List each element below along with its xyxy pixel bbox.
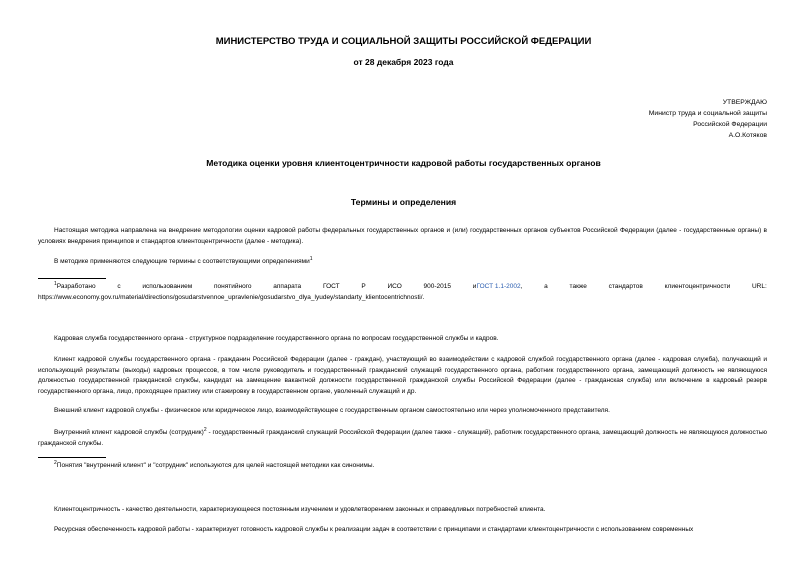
footnote-divider xyxy=(38,457,106,458)
paragraph-hr-client: Клиент кадровой службы государственного органа - гражданин Российской Федерации (далее - граждан), участвующий во взаимодействии с кадровой службой государственного органа (далее - кадровая служба), получающий и использующий результаты (выходы) кадровых процессов, в том числе руководитель и государственный гражданский служащий государственного органа, работник государственного органа, замещающий должность не являющуюся должностью государственной гражданской службы, кандидат на замещение вакантной должности государственной гражданской службы Российской Федерации (далее - гражданская служба) или включение в кадровый резерв государственного органа, лицо, проходящее практику или стажировку в государственном органе, уволенный служащий и др. xyxy=(38,356,767,395)
footnote-1-word: с xyxy=(117,283,121,290)
footnote-1-word: ГОСТ xyxy=(322,283,340,290)
paragraph-hr-service: Кадровая служба государственного органа - структурное подразделение государственного органа по вопросам государственной службы и кадров. xyxy=(54,335,499,342)
paragraph-resource-provision: Ресурсная обеспеченность кадровой работы - характеризует готовность кадровой службы к реализации задач в соответствии с принципами и стандартами клиентоцентричности с использованием современных xyxy=(54,526,694,533)
footnote-1 xyxy=(38,282,767,303)
paragraph-intro: Настоящая методика направлена на внедрение методологии оценки кадровой работы федеральных государственных органов и (или) государственных органов субъектов Российской Федерации (далее - государственные органы) в условиях внедрения принципов и стандартов клиентоцентричности (далее - методика). xyxy=(38,227,767,245)
footnote-mark: 1 xyxy=(54,280,57,287)
footnote-1-word: использованием xyxy=(142,283,193,290)
ministry-heading: МИНИСТЕРСТВО ТРУДА И СОЦИАЛЬНОЙ ЗАЩИТЫ РОССИЙСКОЙ ФЕДЕРАЦИИ xyxy=(215,36,592,47)
footnote-1-word: $^1$Разработано xyxy=(54,280,96,290)
footnote-reference[interactable]: 2 xyxy=(203,426,207,433)
document-title: Методика оценки уровня клиентоцентричности кадровой работы государственных органов xyxy=(206,158,601,168)
document-date: от 28 декабря 2023 года xyxy=(353,57,454,67)
footnote-reference[interactable]: 1 xyxy=(309,255,313,262)
footnote-1-word: также xyxy=(569,283,587,290)
paragraph-external-client: Внешний клиент кадровой службы - физическое или юридическое лицо, взаимодействующее с государственным органом самостоятельно или через уполномоченного представителя. xyxy=(54,407,610,414)
footnote-1-word: понятийного xyxy=(214,283,252,290)
footnote-divider xyxy=(38,278,106,279)
footnote-1-word: стандартов xyxy=(608,283,643,290)
paragraph-text: В методике применяются следующие термины с соответствующими определениями xyxy=(54,258,310,265)
approval-block xyxy=(649,97,767,141)
approval-line: УТВЕРЖДАЮ xyxy=(722,99,767,106)
footnote-2-text: Понятия "внутренний клиент" и "сотрудник" используются для целей настоящей методики как синонимы. xyxy=(56,462,375,469)
footnote-1-word: Р xyxy=(361,283,366,290)
footnote-1-word: 900-2015 xyxy=(423,283,452,290)
paragraph-internal-client: Внутренний клиент кадровой службы (сотрудник)$^2$ - государственный гражданский служащий Российской Федерации (далее также - служащий), работник государственного органа, замещающий должность не являющуюся должностью гражданской службы. xyxy=(38,426,767,447)
footnote-1-line xyxy=(38,282,767,293)
footnote-1-gost-link[interactable]: иГОСТ 1.1-2002, xyxy=(472,283,523,290)
section-title: Термины и определения xyxy=(350,197,457,207)
footnote-1-word: URL: xyxy=(751,283,767,290)
footnote-1-word: а xyxy=(544,283,548,290)
footnote-mark: 2 xyxy=(54,459,57,466)
footnote-1-word: ИСО xyxy=(387,283,402,290)
footnote-2 xyxy=(38,461,767,472)
paragraph-terms-intro xyxy=(38,257,767,268)
approval-line: Министр труда и социальной защиты xyxy=(648,110,767,117)
paragraph-client-centricity: Клиентоцентричность - качество деятельности, характеризующееся постоянным изучением и удовлетворением законных и справедливых потребностей клиента. xyxy=(54,506,546,513)
footnote-1-word: клиентоцентричности xyxy=(664,283,731,290)
footnote-1-url[interactable]: https://www.economy.gov.ru/material/directions/gosudarstvennoe_upravlenie/gosudarstvo_dlya_lyudey/standarty_klientocentrichnosti/. xyxy=(38,293,425,301)
approval-line: Российской Федерации xyxy=(693,121,767,128)
approval-signatory: А.О.Котяков xyxy=(728,132,767,139)
footnote-1-word: аппарата xyxy=(273,283,302,290)
